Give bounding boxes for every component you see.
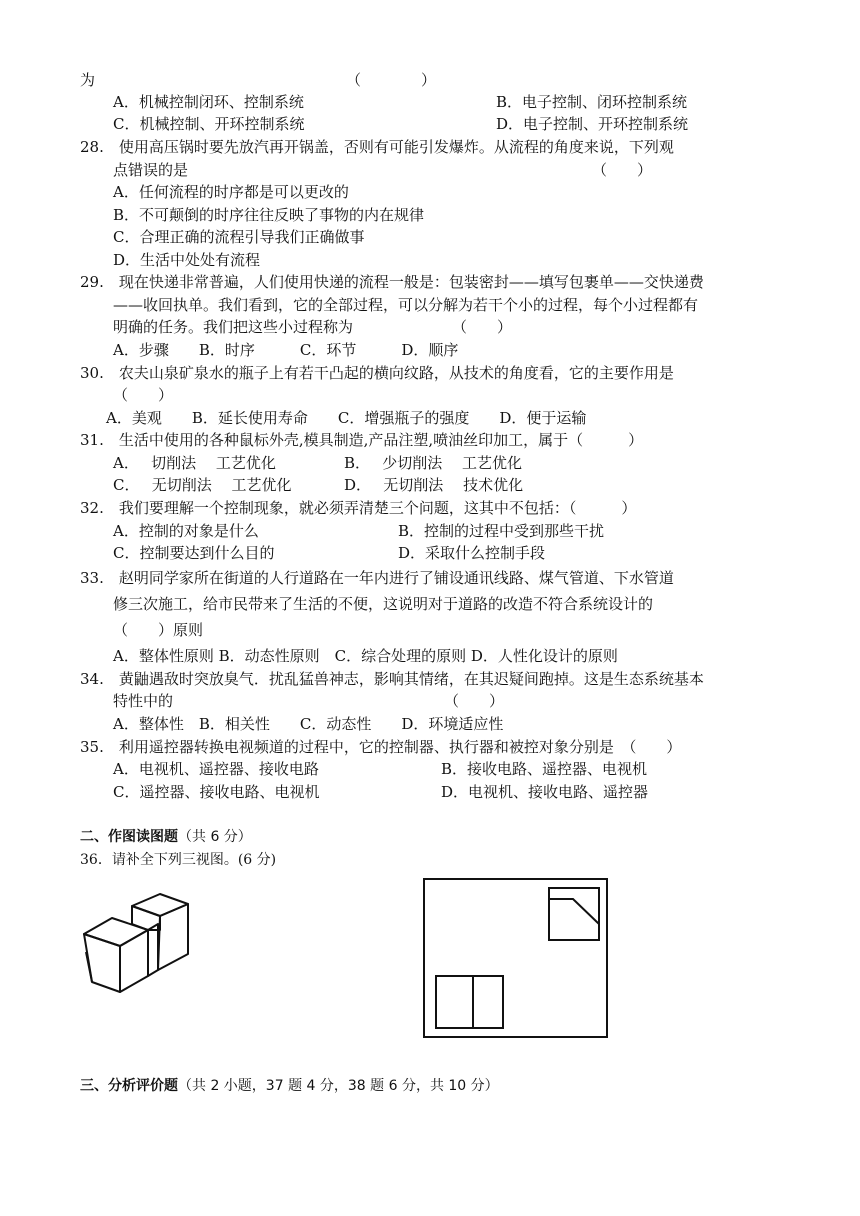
- q35-option-a: A．电视机、遥控器、接收电路: [113, 760, 319, 778]
- q33-stem-line1: 33. 赵明同学家所在街道的人行道路在一年内进行了铺设通讯线路、煤气管道、下水管道: [80, 569, 674, 587]
- q32-option-c: C．控制要达到什么目的: [113, 544, 275, 562]
- q27-option-b: B．电子控制、闭环控制系统: [496, 93, 688, 111]
- q35-stem: 35. 利用遥控器转换电视频道的过程中，它的控制器、执行器和被控对象分别是 （ ）: [80, 738, 682, 756]
- q33-options: A．整体性原则 B．动态性原则 C．综合处理的原则 D．人性化设计的原则: [113, 647, 618, 665]
- q34-options: A．整体性 B．相关性 C．动态性 D．环境适应性: [113, 715, 504, 733]
- q27-stem-end: 为: [80, 71, 96, 89]
- q36-three-view-frame: [423, 878, 609, 1040]
- q28-stem-line1: 28. 使用高压锅时要先放汽再开锅盖，否则有可能引发爆炸。从流程的角度来说，下列观: [80, 138, 674, 156]
- q36-prompt: 36．请补全下列三视图。(6 分): [80, 852, 277, 868]
- q27-option-c: C．机械控制、开环控制系统: [113, 115, 305, 133]
- q35-option-c: C．遥控器、接收电路、电视机: [113, 783, 320, 801]
- q28-option-d: D．生活中处处有流程: [113, 251, 261, 269]
- q32-option-b: B．控制的过程中受到那些干扰: [398, 522, 605, 540]
- q34-answer-paren: （ ）: [444, 692, 505, 710]
- q27-option-a: A．机械控制闭环、控制系统: [113, 93, 304, 111]
- q34-stem-line1: 34. 黄鼬遇敌时突放臭气．扰乱猛兽神志，影响其情绪，在其迟疑间跑掉。这是生态系统基本: [80, 670, 704, 688]
- q28-option-b: B．不可颠倒的时序往往反映了事物的内在规律: [113, 206, 425, 224]
- q27-answer-paren: （ ）: [346, 71, 437, 89]
- q34-stem-line2: 特性中的: [113, 692, 174, 710]
- q32-stem: 32. 我们要理解一个控制现象，就必须弄清楚三个问题，这其中不包括：（ ）: [80, 499, 637, 517]
- q35-option-b: B．接收电路、遥控器、电视机: [441, 760, 648, 778]
- q31-option-b: B． 少切削法 工艺优化: [344, 454, 523, 472]
- q31-option-c: C． 无切削法 工艺优化: [113, 476, 292, 494]
- q29-stem-line2: ——收回执单。我们看到，它的全部过程，可以分解为若干个小的过程，每个小过程都有: [113, 296, 699, 314]
- section3-score: （共 2 小题，37 题 4 分，38 题 6 分，共 10 分）: [178, 1078, 499, 1094]
- section2-score: （共 6 分）: [178, 829, 252, 845]
- q29-answer-paren: （ ）: [452, 318, 513, 336]
- section3-title: 三、分析评价题: [80, 1078, 178, 1094]
- q30-stem-line2: （ ）: [113, 386, 174, 404]
- q28-option-c: C．合理正确的流程引导我们正确做事: [113, 228, 365, 246]
- section3-heading: [80, 1076, 499, 1096]
- q28-option-a: A．任何流程的时序都是可以更改的: [113, 183, 349, 201]
- q29-stem-line3: 明确的任务。我们把这些小过程称为: [113, 318, 354, 336]
- q33-stem-line2: 修三次施工，给市民带来了生活的不便，这说明对于道路的改造不符合系统设计的: [113, 595, 654, 613]
- q30-stem-line1: 30. 农夫山泉矿泉水的瓶子上有若干凸起的横向纹路，从技术的角度看，它的主要作用是: [80, 364, 674, 382]
- section2-title: 二、作图读图题: [80, 829, 178, 845]
- q29-options: A．步骤 B．时序 C．环节 D．顺序: [113, 341, 459, 359]
- q31-option-d: D． 无切削法 技术优化: [344, 476, 524, 494]
- q32-option-d: D．采取什么控制手段: [398, 544, 546, 562]
- q31-stem: 31. 生活中使用的各种鼠标外壳,模具制造,产品注塑,喷油丝印加工，属于（ ）: [80, 431, 644, 449]
- q36-isometric-figure: [78, 890, 198, 1015]
- q31-option-a: A． 切削法 工艺优化: [113, 454, 276, 472]
- q33-stem-line3: （ ）原则: [113, 621, 204, 639]
- q35-option-d: D．电视机、接收电路、遥控器: [441, 783, 649, 801]
- q28-answer-paren: （ ）: [592, 161, 653, 179]
- q30-options: A．美观 B．延长使用寿命 C．增强瓶子的强度 D．便于运输: [106, 409, 587, 427]
- q32-option-a: A．控制的对象是什么: [113, 522, 259, 540]
- section2-heading: [80, 827, 252, 847]
- q28-stem-line2: 点错误的是: [113, 161, 189, 179]
- q27-option-d: D．电子控制、开环控制系统: [496, 115, 689, 133]
- q29-stem-line1: 29. 现在快递非常普遍，人们使用快递的流程一般是：包装密封——填写包裹单——交快递费: [80, 273, 704, 291]
